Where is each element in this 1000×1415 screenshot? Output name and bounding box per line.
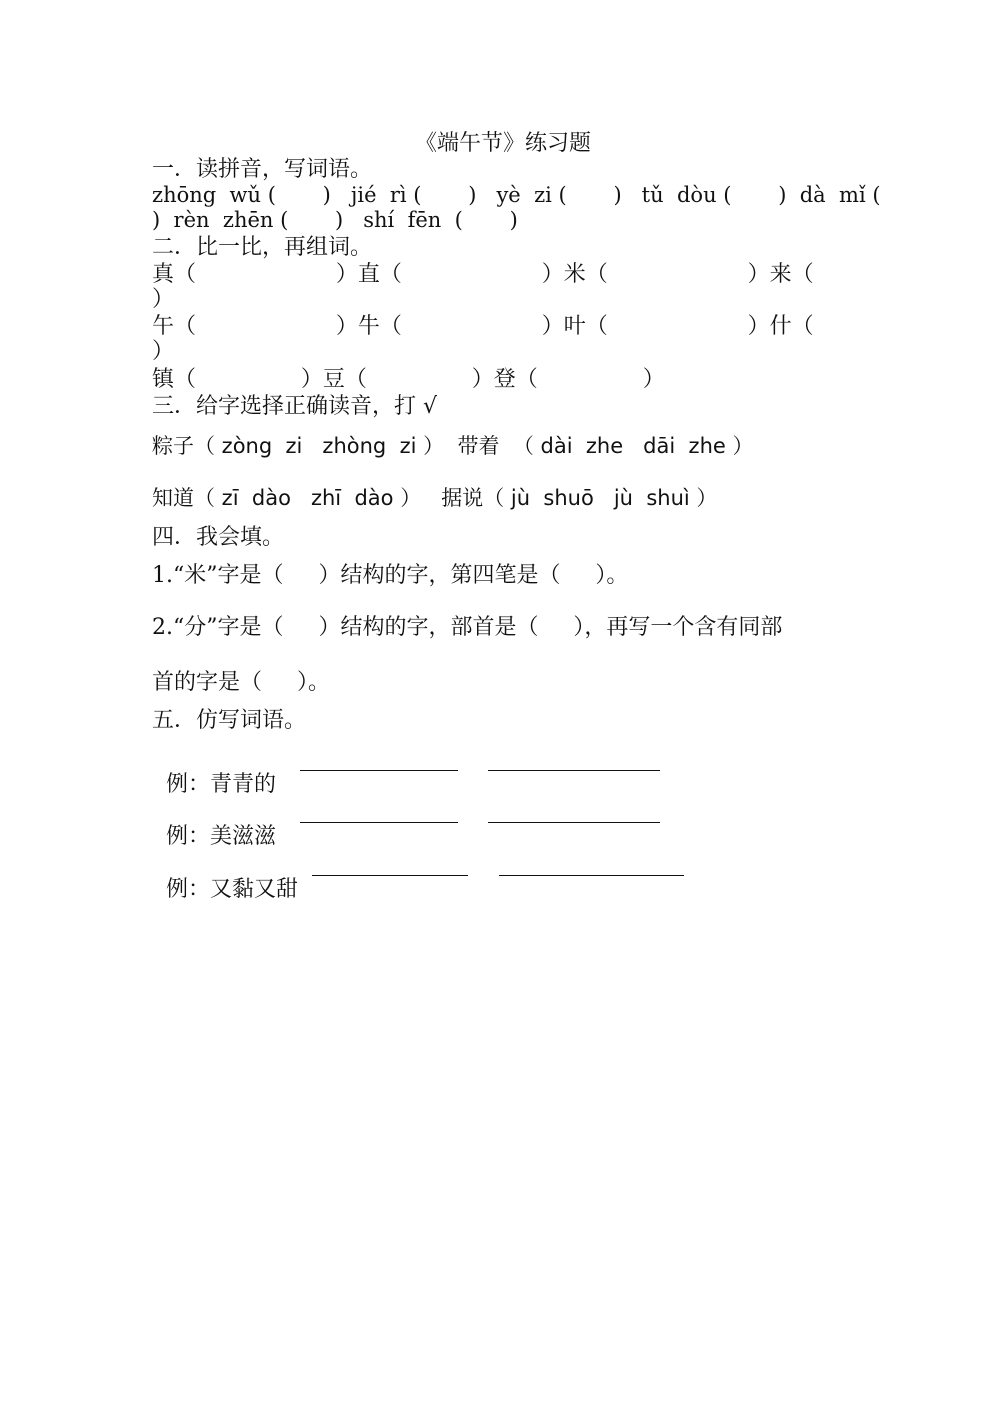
example-row-2 bbox=[152, 798, 276, 850]
fill-question-2: 2.“分”字是（ ）结构的字，部首是（ ），再写一个含有同部 bbox=[152, 615, 783, 640]
reading-row-1: 粽子（ zòng zi zhòng zi ） 带着 （ dài zhe dāi zhe ） bbox=[152, 434, 754, 458]
answer-blank[interactable] bbox=[312, 855, 468, 876]
answer-blank[interactable] bbox=[488, 802, 660, 823]
compare-row-2-wrap: ） bbox=[152, 339, 175, 364]
example-label: 例：青青的 bbox=[166, 772, 277, 797]
compare-row-1: 真（ ）直（ ）米（ ）来（ bbox=[152, 262, 814, 287]
example-label: 例：美滋滋 bbox=[166, 824, 277, 849]
section4-heading: 四．我会填。 bbox=[152, 525, 285, 550]
answer-blank[interactable] bbox=[300, 802, 458, 823]
answer-blank[interactable] bbox=[488, 750, 660, 771]
compare-row-3: 镇（ ）豆（ ）登（ ） bbox=[152, 367, 665, 392]
reading-row-2: 知道（ zī dào zhī dào ） 据说（ jù shuō jù shuì ） bbox=[152, 486, 718, 510]
section1-heading: 一．读拼音，写词语。 bbox=[152, 157, 373, 182]
answer-blank[interactable] bbox=[499, 855, 684, 876]
pinyin-line-2: ) rèn zhēn ( ) shí fēn ( ) bbox=[152, 208, 518, 232]
compare-row-2: 午（ ）牛（ ）叶（ ）什（ bbox=[152, 314, 814, 339]
section2-heading: 二．比一比，再组词。 bbox=[152, 235, 373, 260]
fill-question-1: 1.“米”字是（ ）结构的字，第四笔是（ ）。 bbox=[152, 563, 629, 588]
example-row-1 bbox=[152, 746, 276, 798]
answer-blank[interactable] bbox=[300, 750, 458, 771]
compare-row-1-wrap: ） bbox=[152, 287, 175, 312]
section5-heading: 五．仿写词语。 bbox=[152, 708, 307, 733]
page-title: 《端午节》练习题 bbox=[415, 131, 592, 156]
section3-heading: 三．给字选择正确读音，打 √ bbox=[152, 394, 438, 419]
pinyin-line-1: zhōng wǔ ( ) jié rì ( ) yè zi ( ) tǔ dòu ( ) dà mǐ ( bbox=[152, 183, 881, 207]
fill-question-2-cont: 首的字是（ ）。 bbox=[152, 670, 330, 695]
example-row-3 bbox=[152, 851, 298, 903]
example-label: 例：又黏又甜 bbox=[166, 877, 299, 902]
